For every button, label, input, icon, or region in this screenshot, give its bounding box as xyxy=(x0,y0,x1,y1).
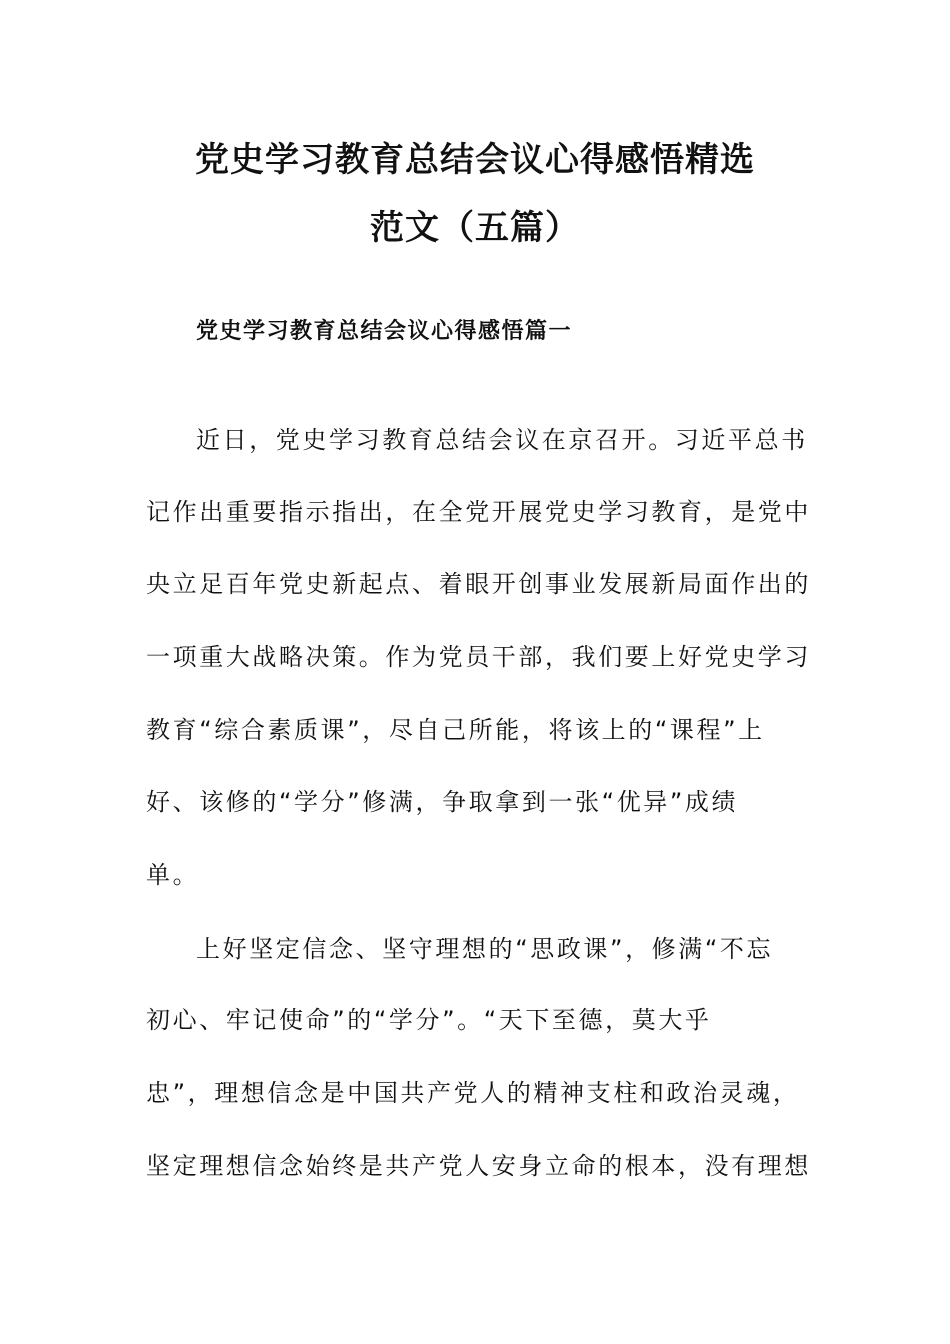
document-title-line-2: 范文（五篇） xyxy=(370,208,580,248)
paragraph-1-line-2: 记作出重要指示指出，在全党开展党史学习教育，是党中 xyxy=(146,498,811,526)
paragraph-2-line-2: 初心、牢记使命”的“学分”。“天下至德，莫大乎 xyxy=(146,1006,712,1034)
paragraph-1-line-7: 单。 xyxy=(146,861,200,889)
paragraph-2-line-1: 上好坚定信念、坚守理想的“思政课”，修满“不忘 xyxy=(196,935,774,963)
paragraph-1-line-6: 好、该修的“学分”修满，争取拿到一张“优异”成绩 xyxy=(146,788,739,816)
paragraph-2-line-4: 坚定理想信念始终是共产党人安身立命的根本，没有理想 xyxy=(146,1152,811,1180)
paragraph-1-line-3: 央立足百年党史新起点、着眼开创事业发展新局面作出的 xyxy=(146,570,811,598)
paragraph-1-line-4: 一项重大战略决策。作为党员干部，我们要上好党史学习 xyxy=(146,643,811,671)
paragraph-1-line-1: 近日，党史学习教育总结会议在京召开。习近平总书 xyxy=(196,426,808,454)
paragraph-1-line-5: 教育“综合素质课”，尽自己所能，将该上的“课程”上 xyxy=(146,716,765,744)
paragraph-2-line-3: 忠”，理想信念是中国共产党人的精神支柱和政治灵魂， xyxy=(146,1079,800,1107)
section-heading: 党史学习教育总结会议心得感悟篇一 xyxy=(196,319,573,344)
document-title-line-1: 党史学习教育总结会议心得感悟精选 xyxy=(195,140,755,180)
